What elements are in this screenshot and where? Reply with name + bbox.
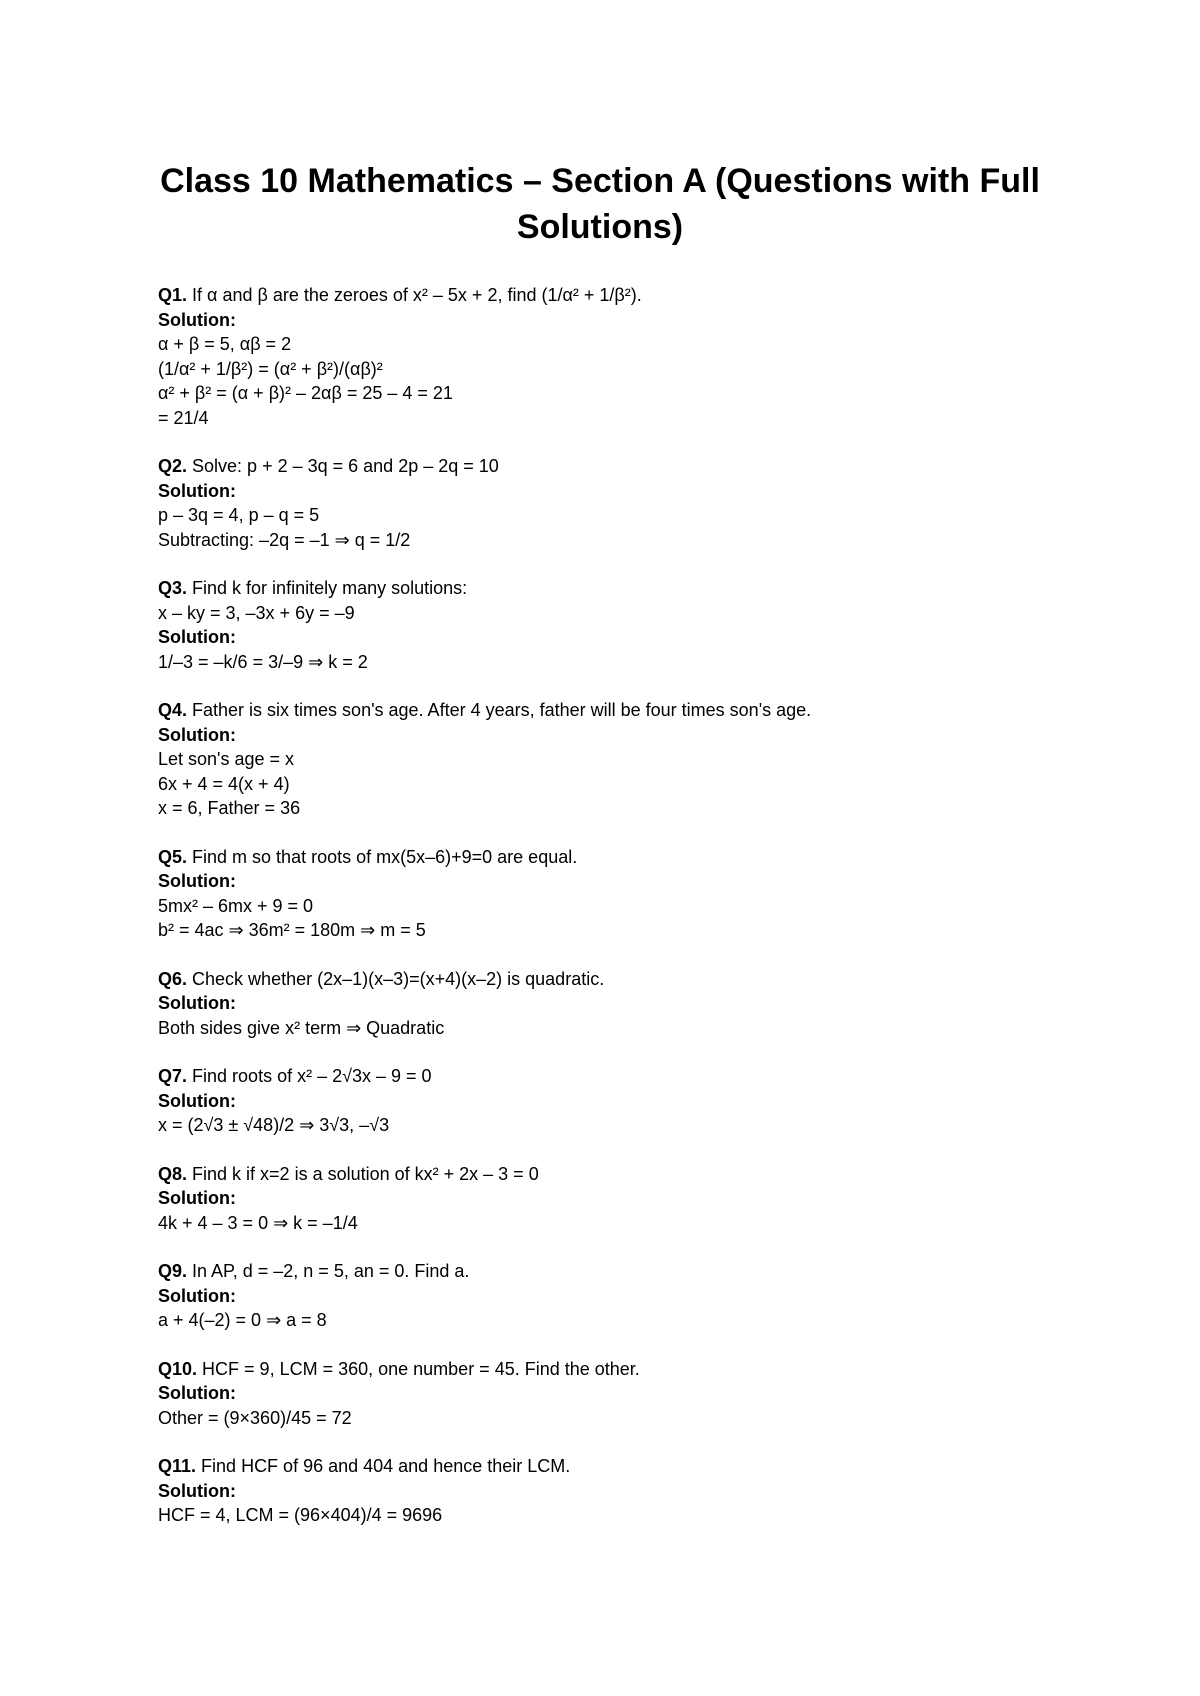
question-block [158,1454,1058,1528]
solution-label: Solution: [158,1383,236,1403]
solution-line: α² + β² = (α + β)² – 2αβ = 25 – 4 = 21 [158,383,453,403]
solution-label: Solution: [158,724,236,745]
solution-line: Other = (9×360)/45 = 72 [158,1407,352,1428]
question-text: Find HCF of 96 and 404 and hence their LCM. [201,1456,571,1476]
question-number: Q9. [158,1261,188,1281]
question-text: HCF = 9, LCM = 360, one number = 45. Find the other. [202,1358,640,1379]
solution-label: Solution: [158,1285,236,1306]
solution-label: Solution: [158,309,236,330]
question-block [158,698,1058,821]
solution-label: Solution: [158,1188,236,1208]
solution-line: p – 3q = 4, p – q = 5 [158,505,320,525]
solution-line: x = 6, Father = 36 [158,798,301,818]
question-block [158,283,1058,430]
question-line [158,1259,1058,1284]
question-text: Father is six times son's age. After 4 years, father will be four times son's age. [192,700,812,720]
question-number: Q5. [158,846,188,867]
question-line [158,845,1058,870]
question-text: Find k for infinitely many solutions: [192,578,468,598]
question-number: Q2. [158,456,188,476]
question-number: Q8. [158,1163,188,1184]
question-number: Q1. [158,285,188,305]
question-text: Solve: p + 2 – 3q = 6 and 2p – 2q = 10 [192,456,499,476]
question-text: x – ky = 3, –3x + 6y = –9 [158,602,355,623]
solution-line: a + 4(–2) = 0 ⇒ a = 8 [158,1310,327,1330]
solution-line: = 21/4 [158,407,209,428]
question-block [158,1162,1058,1236]
question-block [158,454,1058,552]
question-number: Q7. [158,1066,188,1086]
question-line [158,283,1058,308]
solution-line: 4k + 4 – 3 = 0 ⇒ k = –1/4 [158,1212,358,1233]
solution-label: Solution: [158,1480,236,1501]
question-text: Find roots of x² – 2√3x – 9 = 0 [192,1066,432,1086]
question-number: Q11. [158,1456,197,1476]
question-list [158,283,1058,1552]
solution-label: Solution: [158,627,236,647]
question-block [158,1259,1058,1333]
question-number: Q10. [158,1358,198,1379]
solution-line: 6x + 4 = 4(x + 4) [158,773,290,794]
solution-label: Solution: [158,871,236,891]
document-title: Class 10 Mathematics – Section A (Questions with Full Solutions) [160,162,1040,246]
question-line [158,1357,1058,1382]
question-block [158,1357,1058,1431]
solution-line: b² = 4ac ⇒ 36m² = 180m ⇒ m = 5 [158,920,426,940]
question-number: Q6. [158,968,188,989]
solution-line: Both sides give x² term ⇒ Quadratic [158,1017,445,1038]
question-text: Check whether (2x–1)(x–3)=(x+4)(x–2) is quadratic. [192,968,605,989]
question-block [158,967,1058,1041]
question-number: Q3. [158,578,188,598]
question-text: Find k if x=2 is a solution of kx² + 2x – 3 = 0 [192,1163,539,1184]
question-line [158,698,1058,723]
question-line [158,967,1058,992]
solution-label: Solution: [158,1090,236,1111]
question-line [158,1162,1058,1187]
solution-line: Subtracting: –2q = –1 ⇒ q = 1/2 [158,529,411,550]
question-number: Q4. [158,700,188,720]
solution-label: Solution: [158,993,236,1013]
solution-line: (1/α² + 1/β²) = (α² + β²)/(αβ)² [158,358,383,379]
solution-line: x = (2√3 ± √48)/2 ⇒ 3√3, –√3 [158,1115,390,1135]
solution-line: HCF = 4, LCM = (96×404)/4 = 9696 [158,1505,443,1525]
solution-line: Let son's age = x [158,749,295,769]
question-line [158,454,1058,479]
question-text: In AP, d = –2, n = 5, an = 0. Find a. [192,1261,470,1281]
question-line [158,601,1058,626]
question-text: Find m so that roots of mx(5x–6)+9=0 are equal. [192,846,578,867]
question-line [158,1064,1058,1089]
question-line [158,1454,1058,1479]
question-line [158,576,1058,601]
solution-line: α + β = 5, αβ = 2 [158,334,292,354]
solution-line: 1/–3 = –k/6 = 3/–9 ⇒ k = 2 [158,651,368,672]
question-text: If α and β are the zeroes of x² – 5x + 2, find (1/α² + 1/β²). [192,285,642,305]
solution-label: Solution: [158,480,236,501]
question-block [158,845,1058,943]
question-block [158,1064,1058,1138]
question-block [158,576,1058,674]
solution-line: 5mx² – 6mx + 9 = 0 [158,895,314,916]
